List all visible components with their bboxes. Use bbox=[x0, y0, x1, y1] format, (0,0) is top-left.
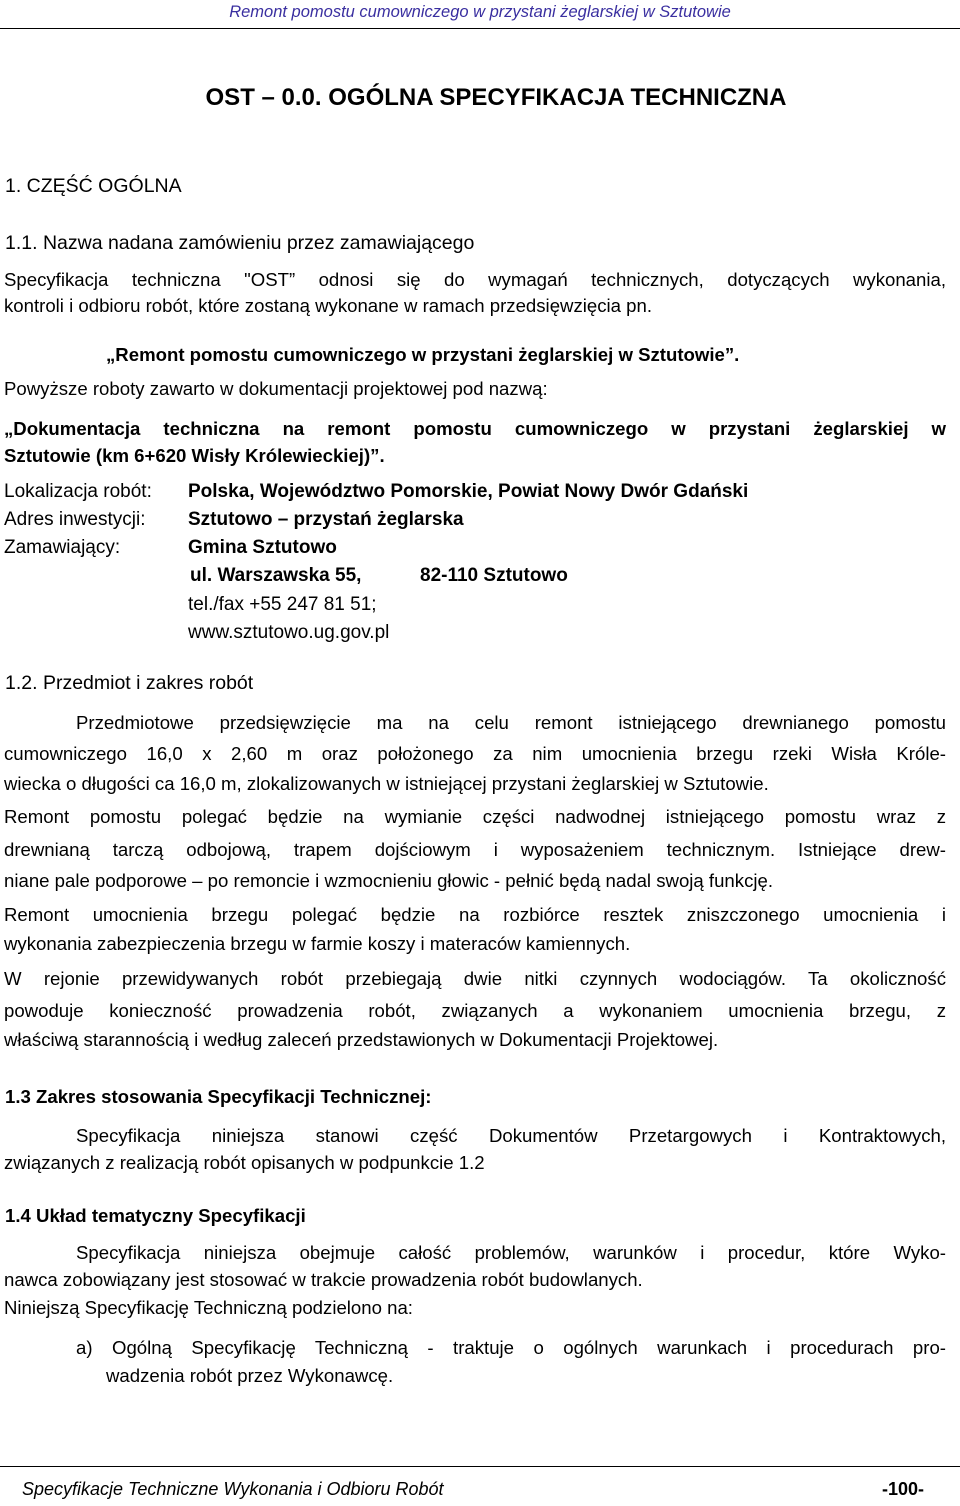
section-1-2-line-11: właściwą starannością i według zaleceń przedstawionych w Dokumentacji Projektowej. bbox=[4, 1029, 719, 1050]
client-label: Zamawiający: bbox=[4, 537, 121, 558]
section-1-2-line-8: wykonania zabezpieczenia brzegu w farmie koszy i materaców kamiennych. bbox=[4, 933, 631, 954]
section-1-1-intro-line-1: Specyfikacja techniczna "OST” odnosi się do wymagań technicznych, dotyczących wykonania, bbox=[4, 269, 946, 290]
section-1-3-heading: 1.3 Zakres stosowania Specyfikacji Technicznej: bbox=[5, 1086, 432, 1107]
section-1-4-heading: 1.4 Układ tematyczny Specyfikacji bbox=[5, 1205, 306, 1226]
client-name: Gmina Sztutowo bbox=[188, 537, 337, 558]
footer-title: Specyfikacje Techniczne Wykonania i Odbioru Robót bbox=[22, 1479, 444, 1499]
documentation-name-line-2: Sztutowie (km 6+620 Wisły Królewieckiej)”. bbox=[4, 445, 385, 466]
section-1-2-line-7: Remont umocnienia brzegu polegać będzie na rozbiórce resztek zniszczonego umocnienia i bbox=[4, 904, 946, 925]
running-header-text: Remont pomostu cumowniczego w przystani żeglarskiej w Sztutowie bbox=[229, 3, 731, 21]
address-label: Adres inwestycji: bbox=[4, 509, 146, 530]
client-phone: tel./fax +55 247 81 51; bbox=[188, 594, 377, 615]
list-item-a-line-1: a) Ogólną Specyfikację Techniczną - traktuje o ogólnych warunkach i procedurach pro- bbox=[76, 1337, 946, 1358]
document-title-text: OST – 0.0. OGÓLNA SPECYFIKACJA TECHNICZNA bbox=[205, 84, 787, 111]
section-1-4-line-1: Specyfikacja niniejsza obejmuje całość problemów, warunków i procedur, które Wyko- bbox=[76, 1242, 946, 1263]
header-divider bbox=[0, 28, 960, 29]
section-1-2-line-10: powoduje konieczność prowadzenia robót, związanych a wykonaniem umocnienia brzegu, z bbox=[4, 1000, 946, 1021]
section-1-4-line-2: nawca zobowiązany jest stosować w trakcie prowadzenia robót budowlanych. bbox=[4, 1269, 643, 1290]
section-1-2-line-5: drewnianą tarczą odbojową, trapem dojściowym i wyposażeniem technicznym. Istniejące drew- bbox=[4, 839, 946, 860]
documentation-intro: Powyższe roboty zawarto w dokumentacji projektowej pod nazwą: bbox=[4, 378, 548, 399]
page-number: -100- bbox=[881, 1479, 924, 1499]
section-1-2-line-4: Remont pomostu polegać będzie na wymianie części nadwodnej istniejącego pomostu wraz z bbox=[4, 806, 946, 827]
section-1-heading: 1. CZĘŚĆ OGÓLNA bbox=[5, 175, 182, 197]
project-name: „Remont pomostu cumowniczego w przystani żeglarskiej w Sztutowie”. bbox=[106, 344, 740, 365]
running-header bbox=[0, 0, 960, 22]
section-1-4-line-3: Niniejszą Specyfikację Techniczną podzielono na: bbox=[4, 1297, 413, 1318]
section-1-2-line-2: cumowniczego 16,0 x 2,60 m oraz położonego za nim umocnienia brzegu rzeki Wisła Króle- bbox=[4, 743, 946, 764]
footer-divider bbox=[0, 1466, 960, 1467]
section-1-2-line-3: wiecka o długości ca 16,0 m, zlokalizowanych w istniejącej przystani żeglarskiej w Sztutowie. bbox=[4, 773, 769, 794]
client-street: ul. Warszawska 55, bbox=[190, 565, 362, 586]
section-1-2-heading: 1.2. Przedmiot i zakres robót bbox=[5, 672, 254, 694]
section-1-3-line-2: związanych z realizacją robót opisanych w podpunkcie 1.2 bbox=[4, 1152, 485, 1173]
section-1-2-line-1: Przedmiotowe przedsięwzięcie ma na celu remont istniejącego drewnianego pomostu bbox=[76, 712, 946, 733]
section-1-1-intro-line-2: kontroli i odbioru robót, które zostaną wykonane w ramach przedsięwzięcia pn. bbox=[4, 295, 653, 316]
document-title bbox=[0, 84, 960, 112]
client-postal: 82-110 Sztutowo bbox=[420, 565, 568, 586]
address-value: Sztutowo – przystań żeglarska bbox=[188, 509, 464, 530]
location-value: Polska, Województwo Pomorskie, Powiat Nowy Dwór Gdański bbox=[188, 481, 749, 502]
section-1-2-line-6: niane pale podporowe – po remoncie i wzmocnieniu głowic - pełnić będą nadal swoją funkcję. bbox=[4, 870, 773, 891]
section-1-1-heading: 1.1. Nazwa nadana zamówieniu przez zamawiającego bbox=[5, 232, 475, 254]
documentation-name-line-1: „Dokumentacja techniczna na remont pomostu cumowniczego w przystani żeglarskiej w bbox=[4, 418, 946, 439]
section-1-2-line-9: W rejonie przewidywanych robót przebiegają dwie nitki czynnych wodociągów. Ta okoliczność bbox=[4, 968, 946, 989]
location-label: Lokalizacja robót: bbox=[4, 481, 152, 502]
section-1-3-line-1: Specyfikacja niniejsza stanowi część Dokumentów Przetargowych i Kontraktowych, bbox=[76, 1125, 946, 1146]
list-item-a-line-2: wadzenia robót przez Wykonawcę. bbox=[106, 1365, 394, 1386]
client-website: www.sztutowo.ug.gov.pl bbox=[188, 622, 390, 643]
